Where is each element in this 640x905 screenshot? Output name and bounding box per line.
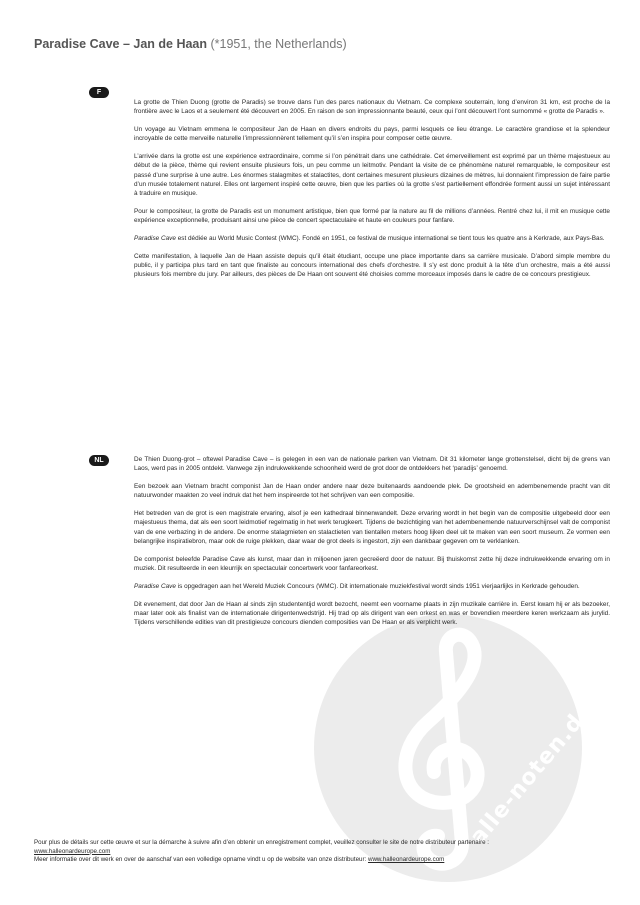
footer-nl-text: Meer informatie over dit werk en over de aanschaf van een volledige opname vindt u op de website van onze distributeur: — [34, 856, 368, 864]
fr-paragraph-2: Un voyage au Vietnam emmena le compositeur Jan de Haan en divers endroits du pays, parmi lesquels ce lieu étrange. Le caractère grandiose et la splendeur incroyable de cette merveille naturelle l’impressionnèrent tellement qu’il s’en inspira pour composer cette œuvre. — [134, 126, 610, 143]
dutch-section — [134, 455, 610, 627]
nl-paragraph-1: De Thien Duong-grot – oftewel Paradise Cave – is gelegen in een van de nationale parken van Vietnam. Dit 31 kilometer lange grottenstelsel, dicht bij de grens van Laos, werd pas in 2005 ontdekt. Vanwege zijn indrukwekkende schoonheid werd de grot door de ontdekkers het ‘paradijs’ genoemd. — [134, 456, 610, 473]
nl-paragraph-5 — [134, 582, 610, 591]
nl-work-title: Paradise Cave — [134, 582, 176, 590]
fr-work-title: Paradise Cave — [134, 235, 176, 243]
fr-paragraph-6: Cette manifestation, à laquelle Jan de Haan assiste depuis qu’il était étudiant, occupe une place importante dans sa carrière musicale. D’abord simple membre du public, il y participa plus tard en tant que finaliste au concours international des chefs d’orchestre. Il s’y est donc produit à la tête d’un orchestre, mais a été aussi plusieurs fois membre du jury. Par ailleurs, des pièces de De Haan ont souvent été choisies comme morceaux imposés dans le cadre de ce concours prestigieux. — [134, 253, 610, 279]
footer-fr-text: Pour plus de détails sur cette œuvre et sur la démarche à suivre afin d’en obtenir un enregistrement complet, veuillez consulter le site de notre distributeur partenaire : — [34, 839, 490, 846]
fr-paragraph-1: La grotte de Thien Duong (grotte de Paradis) se trouve dans l’un des parcs nationaux du Vietnam. Ce complexe souterrain, long d’environ 31 km, est proche de la frontière avec le Laos et a seulement été découvert en 2005. En raison de son impressionnante beauté, ceux qui l’ont découvert l’ont surnommé « grotte de Paradis ». — [134, 99, 610, 116]
nl-paragraph-5-text: is opgedragen aan het Wereld Muziek Concours (WMC). Dit internationale muziekfestival wordt sinds 1951 vierjaarlijks in Kerkrade gehouden. — [175, 582, 580, 590]
title-sub: (*1951, the Netherlands) — [210, 37, 347, 51]
fr-paragraph-4: Pour le compositeur, la grotte de Paradis est un monument artistique, bien que formé par la nature au fil de millions d’années. Rentré chez lui, il mit en musique cette expérience exceptionnelle, produisant ainsi une pièce de concert spectaculaire et haute en couleurs pour fanfare. — [134, 207, 610, 224]
nl-paragraph-6: Dit evenement, dat door Jan de Haan al sinds zijn studententijd wordt bezocht, neemt een voorname plaats in zijn muzikale carrière in. Eerst kwam hij er als bezoeker, maar later ook als finalist van de internationale dirigentenwedstrijd. Hij trad op als dirigent van een orkest en was er bovendien meerdere keren werkzaam als jurylid. Tijdens verschillende edities van dit prestigieuze concours dienden composities van De Haan er als verplicht werk. — [134, 601, 610, 627]
footer-nl-link[interactable]: www.halleonardeurope.com — [367, 856, 445, 864]
title-main: Paradise Cave – Jan de Haan — [34, 37, 208, 51]
nl-paragraph-3: Het betreden van de grot is een magistrale ervaring, alsof je een kathedraal binnenwandelt. Deze ervaring wordt in het begin van de compositie uitgebeeld door een majestueus thema, dat als een soort leidmotief regelmatig in het werk terugkeert. Tijdens de bezichtiging van het adembenemende natuurverschijnsel valt de componist van de ene verbazing in de andere. De enorme stalagmieten en stalactieten van tientallen meters hoog lijken deel uit te maken van een soort museum. Ze vormen een belangrijke inspiratiebron, maar ook de ruige plekken, daar waar de grot deels is ingestort, zijn een dankbaar gegeven om te verklanken. — [134, 510, 610, 545]
footer-nl-line — [34, 856, 614, 865]
fr-paragraph-5 — [134, 234, 610, 243]
fr-paragraph-5-text: est dédiée au World Music Contest (WMC). Fondé en 1951, ce festival de musique international se tient tous les quatre ans à Kerkrade, aux Pays-Bas. — [175, 235, 605, 243]
footer — [34, 839, 614, 865]
language-badge-nl: NL — [89, 455, 109, 466]
nl-paragraph-4: De componist beleefde Paradise Cave als kunst, maar dan in miljoenen jaren gecreëerd door de natuur. Bij thuiskomst zette hij deze indrukwekkende ervaring om in muziek. Dit resulteerde in een kleurrijk en spectaculair concertwerk voor fanfareorkest. — [134, 555, 610, 572]
language-badge-fr: F — [89, 87, 109, 98]
footer-fr-link[interactable]: www.halleonardeurope.com — [34, 847, 111, 855]
page-title — [34, 37, 347, 51]
fr-paragraph-3: L’arrivée dans la grotte est une expérience extraordinaire, comme si l’on pénétrait dans une cathédrale. Cet émerveillement est exprimé par un thème majestueux au début de la pièce, thème qui revient ensuite plusieurs fois, un peu comme un leitmotiv. Pendant la visite de ce phénomène naturel remarquable, le compositeur est passé d’une surprise à une autre. Les énormes stalagmites et stalactites, dont certaines mesurent plusieurs dizaines de mètres, lui donnaient l’impression de faire partie d’un musée totalement naturel. Elles ont largement inspiré cette œuvre, bien que les parties où la grotte s’est partiellement effondrée forment aussi un sujet intéressant à traduire en musique. — [134, 153, 610, 197]
french-section — [134, 98, 610, 279]
nl-paragraph-2: Een bezoek aan Vietnam bracht componist Jan de Haan onder andere naar deze buitenaards aandoende plek. De grootsheid en adembenemende pracht van dit natuurwonder maakten zo veel indruk dat het hem inspireerde tot het schrijven van een compositie. — [134, 483, 610, 500]
watermark-text: alle-noten.de — [465, 697, 600, 850]
